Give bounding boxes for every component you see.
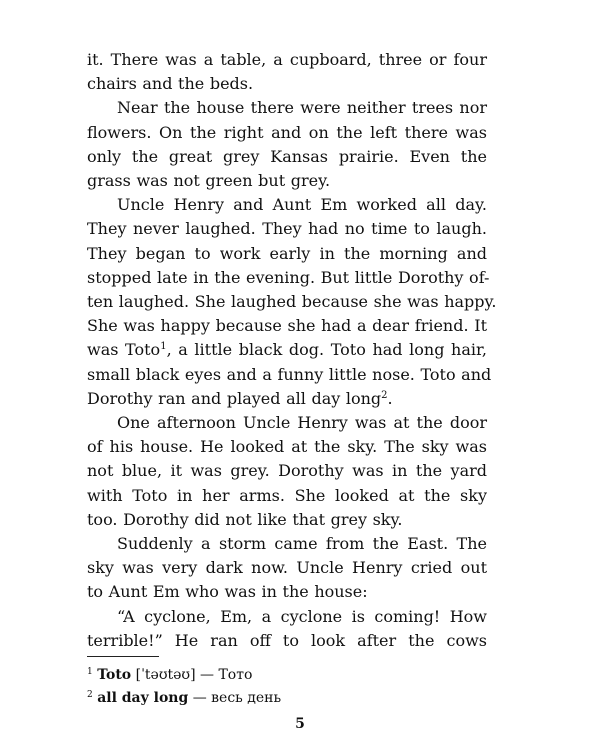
paragraph-block-2 — [87, 363, 492, 387]
text-line: with Toto in her arms. She looked at the sky — [87, 485, 487, 505]
footnote-definition: — весь день — [188, 690, 282, 706]
footnote-number: 2 — [87, 690, 93, 700]
footnote-divider — [87, 656, 159, 657]
text-segment: Dorothy ran and played all day long — [87, 388, 382, 408]
paragraph-block-1 — [87, 48, 497, 338]
text-segment: , a little black dog. Toto had long hair, — [166, 340, 487, 360]
page-number: 5 — [295, 716, 305, 732]
text-line: to Aunt Em who was in the house: — [87, 582, 368, 602]
text-line: Uncle Henry and Aunt Em worked all day. — [117, 195, 487, 215]
text-line: They never laughed. They had no time to laugh. — [87, 219, 487, 239]
footnote-1 — [87, 664, 487, 687]
text-line: ten laughed. She laughed because she was happy. — [87, 292, 497, 312]
text-line: Near the house there were neither trees nor — [117, 98, 487, 118]
footnote-definition: [ˈtəʊtəʊ] — Тото — [131, 667, 253, 683]
footnote-term: Toto — [97, 667, 132, 683]
text-line: of his house. He looked at the sky. The sky was — [87, 437, 487, 457]
text-line: One afternoon Uncle Henry was at the door — [117, 413, 487, 433]
text-line: too. Dorothy did not like that grey sky. — [87, 509, 403, 529]
footnote-marker-1: 1 — [160, 341, 167, 353]
text-line: terrible!” He ran off to look after the cows — [87, 630, 487, 650]
text-line-toto — [87, 338, 487, 362]
text-segment: was Toto — [87, 340, 161, 360]
text-line: small black eyes and a funny little nose. Toto and — [87, 364, 492, 384]
text-line: stopped late in the evening. But little Dorothy of- — [87, 267, 490, 287]
text-line: not blue, it was grey. Dorothy was in the yard — [87, 461, 487, 481]
text-line: She was happy because she had a dear friend. It — [87, 316, 487, 336]
text-line: only the great grey Kansas prairie. Even the — [87, 146, 487, 166]
text-segment: . — [387, 388, 393, 408]
text-line: They began to work early in the morning and — [87, 243, 487, 263]
footnote-term: all day long — [97, 690, 189, 706]
footnote-2 — [87, 687, 487, 710]
text-line: it. There was a table, a cupboard, three or four — [87, 50, 487, 69]
page-body — [87, 48, 497, 653]
text-line: “A cyclone, Em, a cyclone is coming! How — [117, 606, 487, 626]
text-line-all-day-long — [87, 387, 487, 411]
footnote-number: 1 — [87, 667, 93, 677]
text-line: flowers. On the right and on the left there was — [87, 122, 487, 142]
footnotes — [87, 664, 487, 710]
text-line: Suddenly a storm came from the East. The — [117, 534, 487, 554]
text-line: chairs and the beds. — [87, 74, 254, 94]
text-line: grass was not green but grey. — [87, 171, 331, 191]
text-line: sky was very dark now. Uncle Henry cried out — [87, 558, 487, 578]
footnote-marker-2: 2 — [381, 389, 388, 401]
paragraph-block-3 — [87, 411, 487, 653]
